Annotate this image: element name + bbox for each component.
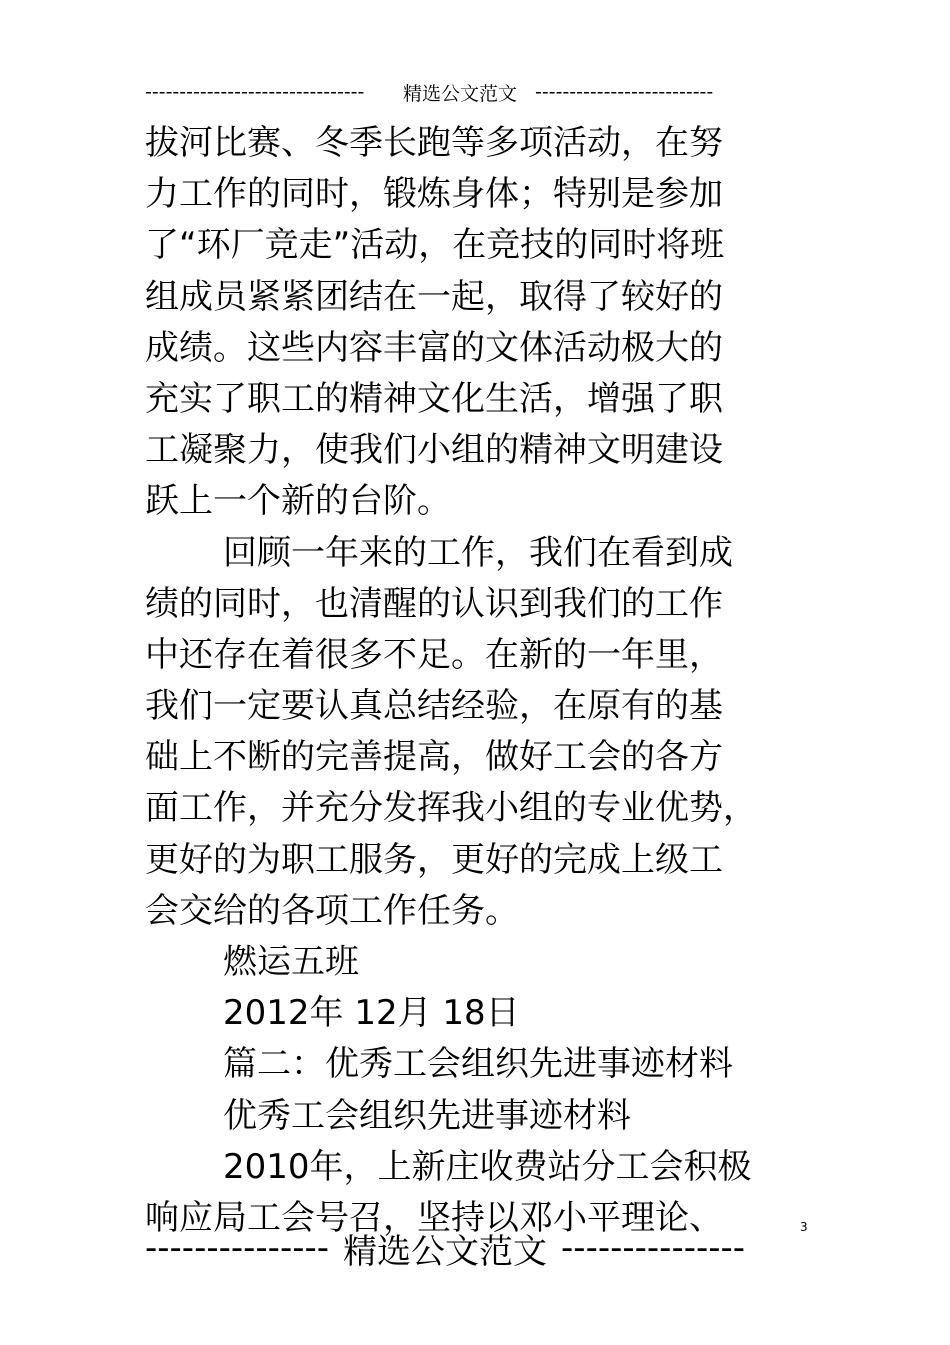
header-right-rule: -------------------------- — [535, 81, 714, 103]
text-line: 跃上一个新的台阶。 — [145, 481, 451, 522]
text-line: 回顾一年来的工作，我们在看到成 — [223, 532, 733, 573]
text-line: 中还存在着很多不足。在新的一年里， — [145, 634, 723, 675]
text-line: 拔河比赛、冬季长跑等多项活动，在努 — [145, 123, 723, 163]
text-line: 了“环厂竞走”活动，在竞技的同时将班 — [145, 225, 725, 266]
page-number: 3 — [800, 1220, 808, 1234]
text-line: 绩的同时，也清醒的认识到我们的工作 — [145, 583, 723, 624]
text-line: 组成员紧紧团结在一起，取得了较好的 — [145, 276, 723, 317]
signature-line: 燃运五班 — [223, 942, 359, 982]
text-line: 力工作的同时，锻炼身体；特别是参加 — [145, 174, 723, 215]
header-title: 精选公文范文 — [403, 82, 518, 105]
footer-left-rule: --------------- — [145, 1228, 330, 1268]
date-line: 2012年 12月 18日 — [223, 993, 520, 1034]
text-line: 2010年，上新庄收费站分工会积极 — [223, 1146, 752, 1187]
text-line: 工凝聚力，使我们小组的精神文明建设 — [145, 430, 723, 471]
text-line: 础上不断的完善提高，做好工会的各方 — [145, 737, 723, 778]
section-heading: 篇二：优秀工会组织先进事迹材料 — [223, 1044, 733, 1085]
text-line: 会交给的各项工作任务。 — [145, 890, 519, 931]
document-body — [145, 118, 785, 1244]
text-line: 更好的为职工服务，更好的完成上级工 — [145, 839, 723, 880]
text-line: 成绩。这些内容丰富的文体活动极大的 — [145, 327, 723, 368]
section-title: 优秀工会组织先进事迹材料 — [223, 1095, 631, 1136]
page-header — [145, 78, 775, 106]
text-line: 充实了职工的精神文化生活，增强了职 — [145, 378, 723, 419]
text-line: 面工作，并充分发挥我小组的专业优势， — [145, 788, 757, 829]
text-line: 响应局工会号召，坚持以邓小平理论、 — [145, 1197, 723, 1238]
page-footer — [145, 1226, 770, 1270]
footer-right-rule: --------------- — [561, 1228, 746, 1268]
text-line: 我们一定要认真总结经验，在原有的基 — [145, 686, 723, 727]
footer-title: 精选公文范文 — [343, 1231, 548, 1272]
header-left-rule: -------------------------------- — [145, 81, 365, 103]
